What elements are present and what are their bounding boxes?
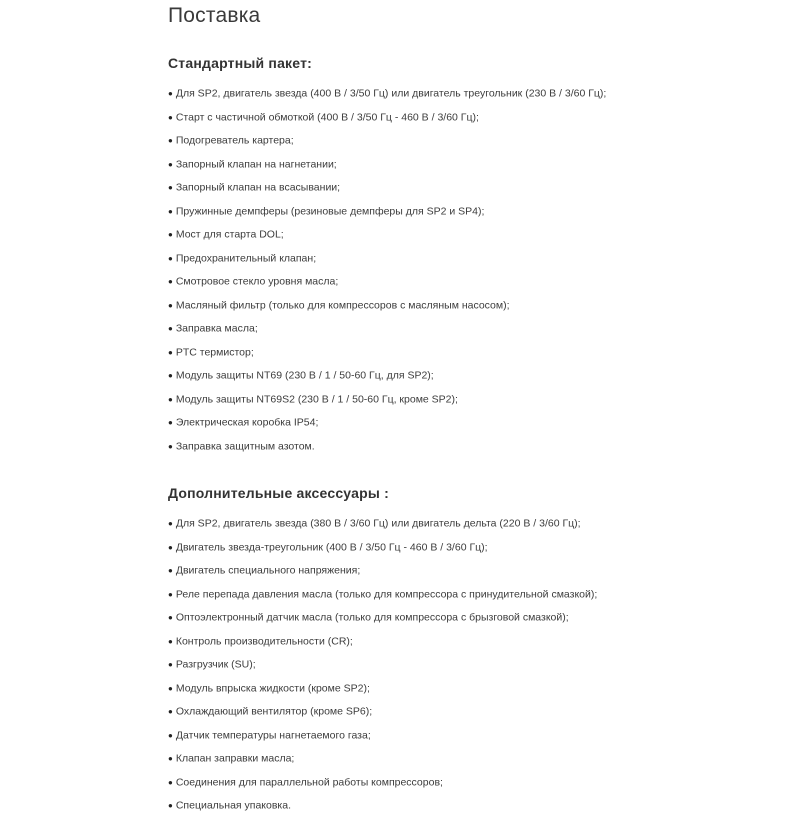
- bullet-icon: ●: [168, 300, 173, 310]
- list-item-text: Пружинные демпферы (резиновые демпферы для SP2 и SP4);: [175, 205, 485, 217]
- section-additional-accessories: [168, 485, 648, 818]
- bullet-icon: ●: [168, 519, 173, 528]
- list-item-text: Мост для старта DOL;: [175, 228, 284, 241]
- list-item-text: Охлаждающий вентилятор (кроме SP6);: [175, 705, 373, 718]
- list-item: [168, 223, 648, 247]
- bullet-icon: ●: [168, 347, 173, 357]
- bullet-icon: ●: [168, 112, 173, 122]
- list-item: [168, 700, 648, 724]
- list-item: [168, 129, 648, 153]
- list-item-text: Специальная упаковка.: [175, 799, 291, 812]
- bullet-icon: ●: [168, 730, 173, 740]
- list-item-text: Масляный фильтр (только для компрессоров с масляным насосом);: [175, 299, 510, 311]
- additional-accessories-heading: Дополнительные аксессуары :: [168, 485, 389, 501]
- list-item: [168, 153, 648, 177]
- bullet-icon: ●: [168, 777, 173, 787]
- list-item-text: Модуль защиты NT69S2 (230 В / 1 / 50-60 Гц, кроме SP2);: [175, 393, 458, 405]
- list-item-text: Модуль впрыска жидкости (кроме SP2);: [175, 682, 370, 694]
- list-item: [168, 411, 648, 435]
- bullet-icon: ●: [168, 613, 173, 622]
- list-item: [168, 176, 648, 200]
- bullet-icon: ●: [168, 801, 173, 810]
- bullet-icon: ●: [168, 636, 173, 646]
- list-item: [168, 341, 648, 365]
- bullet-icon: ●: [168, 441, 173, 451]
- list-item: [168, 583, 648, 607]
- bullet-icon: ●: [168, 230, 173, 239]
- list-item-text: Разгрузчик (SU);: [175, 658, 256, 671]
- bullet-icon: ●: [168, 418, 173, 427]
- list-item-text: Соединения для параллельной работы компрессоров;: [175, 776, 443, 788]
- list-item: [168, 630, 648, 654]
- bullet-icon: ●: [168, 159, 173, 169]
- bullet-icon: ●: [168, 136, 173, 145]
- list-item: [168, 536, 648, 560]
- list-item-text: Двигатель звезда-треугольник (400 В / 3/50 Гц - 460 В / 3/60 Гц);: [175, 541, 488, 553]
- bullet-icon: ●: [168, 754, 173, 763]
- list-item: [168, 747, 648, 771]
- list-item-text: Датчик температуры нагнетаемого газа;: [175, 729, 371, 741]
- bullet-icon: ●: [168, 371, 173, 380]
- list-item-text: Электрическая коробка IP54;: [175, 416, 319, 429]
- list-item: [168, 677, 648, 701]
- list-item-text: Двигатель специального напряжения;: [175, 564, 361, 577]
- list-item-text: Запорный клапан на нагнетании;: [175, 158, 337, 170]
- list-item-text: Старт с частичной обмоткой (400 В / 3/50 Гц - 460 В / 3/60 Гц);: [175, 111, 479, 123]
- list-item-text: Заправка масла;: [175, 322, 258, 335]
- list-item-text: Реле перепада давления масла (только для компрессора с принудительной смазкой);: [175, 588, 598, 600]
- list-item: [168, 512, 648, 536]
- additional-accessories-list: [168, 512, 648, 818]
- list-item: [168, 559, 648, 583]
- list-item-text: Для SP2, двигатель звезда (380 В / 3/60 Гц) или двигатель дельта (220 В / 3/60 Гц);: [175, 517, 581, 530]
- list-item: [168, 794, 648, 818]
- bullet-icon: ●: [168, 89, 173, 98]
- bullet-icon: ●: [168, 277, 173, 286]
- list-item: [168, 364, 648, 388]
- bullet-icon: ●: [168, 683, 173, 693]
- list-item: [168, 724, 648, 748]
- bullet-icon: ●: [168, 589, 173, 599]
- list-item-text: Подогреватель картера;: [175, 134, 294, 147]
- page-title: Поставка: [168, 4, 261, 27]
- bullet-icon: ●: [168, 394, 173, 404]
- bullet-icon: ●: [168, 660, 173, 669]
- list-item: [168, 435, 648, 459]
- bullet-icon: ●: [168, 707, 173, 716]
- bullet-icon: ●: [168, 324, 173, 333]
- list-item: [168, 317, 648, 341]
- list-item: [168, 270, 648, 294]
- list-item-text: Смотровое стекло уровня масла;: [175, 275, 339, 288]
- list-item: [168, 653, 648, 677]
- list-item: [168, 606, 648, 630]
- list-item-text: Клапан заправки масла;: [175, 752, 295, 765]
- list-item-text: PTC термистор;: [175, 346, 254, 358]
- list-item-text: Предохранительный клапан;: [175, 252, 317, 264]
- section-standard-package: [168, 55, 648, 458]
- bullet-icon: ●: [168, 566, 173, 575]
- list-item: [168, 388, 648, 412]
- bullet-icon: ●: [168, 183, 173, 192]
- bullet-icon: ●: [168, 542, 173, 552]
- standard-package-list: [168, 82, 648, 458]
- bullet-icon: ●: [168, 206, 173, 216]
- document-page: [168, 0, 648, 818]
- standard-package-heading: Стандартный пакет:: [168, 55, 312, 71]
- list-item-text: Модуль защиты NT69 (230 В / 1 / 50-60 Гц, для SP2);: [175, 369, 434, 382]
- list-item-text: Оптоэлектронный датчик масла (только для компрессора с брызговой смазкой);: [175, 611, 569, 624]
- list-item: [168, 294, 648, 318]
- list-item-text: Для SP2, двигатель звезда (400 В / 3/50 Гц) или двигатель треугольник (230 В / 3/60 Гц);: [175, 87, 607, 100]
- list-item-text: Запорный клапан на всасывании;: [175, 181, 341, 194]
- list-item-text: Заправка защитным азотом.: [175, 440, 315, 452]
- bullet-icon: ●: [168, 253, 173, 263]
- list-item: [168, 247, 648, 271]
- list-item: [168, 200, 648, 224]
- list-item: [168, 771, 648, 795]
- list-item: [168, 82, 648, 106]
- list-item-text: Контроль производительности (CR);: [175, 635, 353, 647]
- list-item: [168, 106, 648, 130]
